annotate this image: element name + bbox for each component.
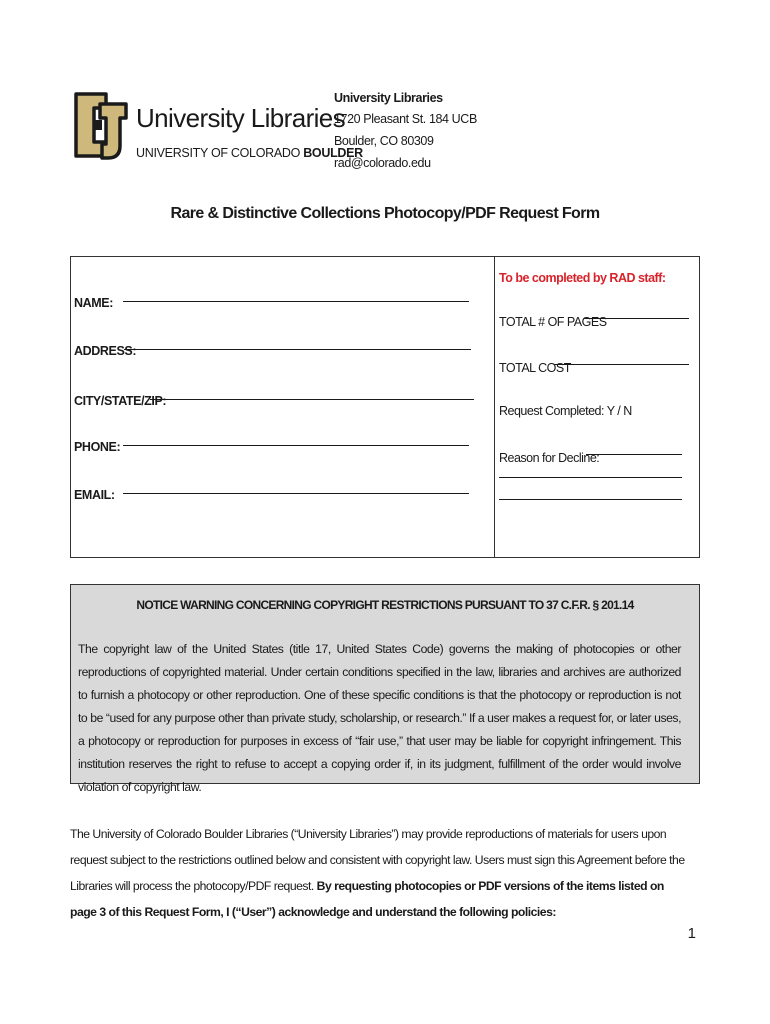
staff-column-divider xyxy=(494,256,495,558)
address-label: ADDRESS: xyxy=(74,344,137,358)
email-label: EMAIL: xyxy=(74,488,115,502)
city-state-zip-label: CITY/STATE/ZIP: xyxy=(74,394,167,408)
page-number: 1 xyxy=(687,925,696,942)
form-title: Rare & Distinctive Collections Photocopy/PDF Request Form xyxy=(170,205,600,222)
total-cost-field[interactable] xyxy=(554,364,689,365)
logo-subtitle xyxy=(136,146,363,160)
reason-for-decline-label: Reason for Decline: xyxy=(499,451,600,465)
policy-intro: The University of Colorado Boulder Libraries (“University Libraries”) may provide reproductions of materials for users upon request subject to the restrictions outlined below and consistent with copyright law. Users must sign this Agreement before the Libraries will process the photocopy/PDF request. xyxy=(70,827,685,893)
staff-heading: To be completed by RAD staff: xyxy=(499,271,666,285)
name-label: NAME: xyxy=(74,296,113,310)
logo-title: University Libraries xyxy=(136,103,346,133)
policy-paragraph xyxy=(70,821,690,925)
cu-logo-icon xyxy=(72,86,130,164)
address-city: Boulder, CO 80309 xyxy=(334,134,434,148)
email-field[interactable] xyxy=(123,492,469,494)
logo-subtitle-bold: BOULDER xyxy=(303,146,363,160)
reason-for-decline-line-2[interactable] xyxy=(499,477,682,478)
copyright-notice-title: NOTICE WARNING CONCERNING COPYRIGHT RESTRICTIONS PURSUANT TO 37 C.F.R. § 201.14 xyxy=(136,598,634,612)
copyright-notice-body: The copyright law of the United States (title 17, United States Code) governs the making of photocopies or other reproductions of copyrighted material. Under certain conditions specified in the law, libraries and archives are authorized to furnish a photocopy or other reproduction. One of these specific conditions is that the photocopy or reproduction is not to be “used for any purpose other than private study, scholarship, or research.” If a user makes a request for, or later uses, a photocopy or reproduction for purposes in excess of “fair use,” that user may be liable for copyright infringement. This institution reserves the right to refuse to accept a copying order if, in its judgment, fulfillment of the order would involve violation of copyright law. xyxy=(78,642,681,794)
total-cost-label: TOTAL COST xyxy=(499,361,571,375)
address-field[interactable] xyxy=(124,348,471,350)
phone-field[interactable] xyxy=(123,444,469,446)
address-org: University Libraries xyxy=(334,91,443,105)
logo-subtitle-plain: UNIVERSITY OF COLORADO xyxy=(136,146,304,160)
city-state-zip-field[interactable] xyxy=(150,398,474,400)
request-completed-label: Request Completed: Y / N xyxy=(499,404,632,418)
reason-for-decline-line-3[interactable] xyxy=(499,499,682,500)
phone-label: PHONE: xyxy=(74,440,121,454)
reason-for-decline-field[interactable] xyxy=(586,454,682,455)
total-pages-label: TOTAL # OF PAGES xyxy=(499,315,607,329)
total-pages-field[interactable] xyxy=(584,318,689,319)
policy-acknowledgement: By requesting photocopies or PDF versions of the items listed on page 3 of this Request Form, I (“User”) acknowledge and understand the following policies: xyxy=(70,879,664,919)
address-email-link[interactable]: rad@colorado.edu xyxy=(334,156,431,170)
address-street: 1720 Pleasant St. 184 UCB xyxy=(334,112,477,126)
name-field[interactable] xyxy=(123,300,469,302)
